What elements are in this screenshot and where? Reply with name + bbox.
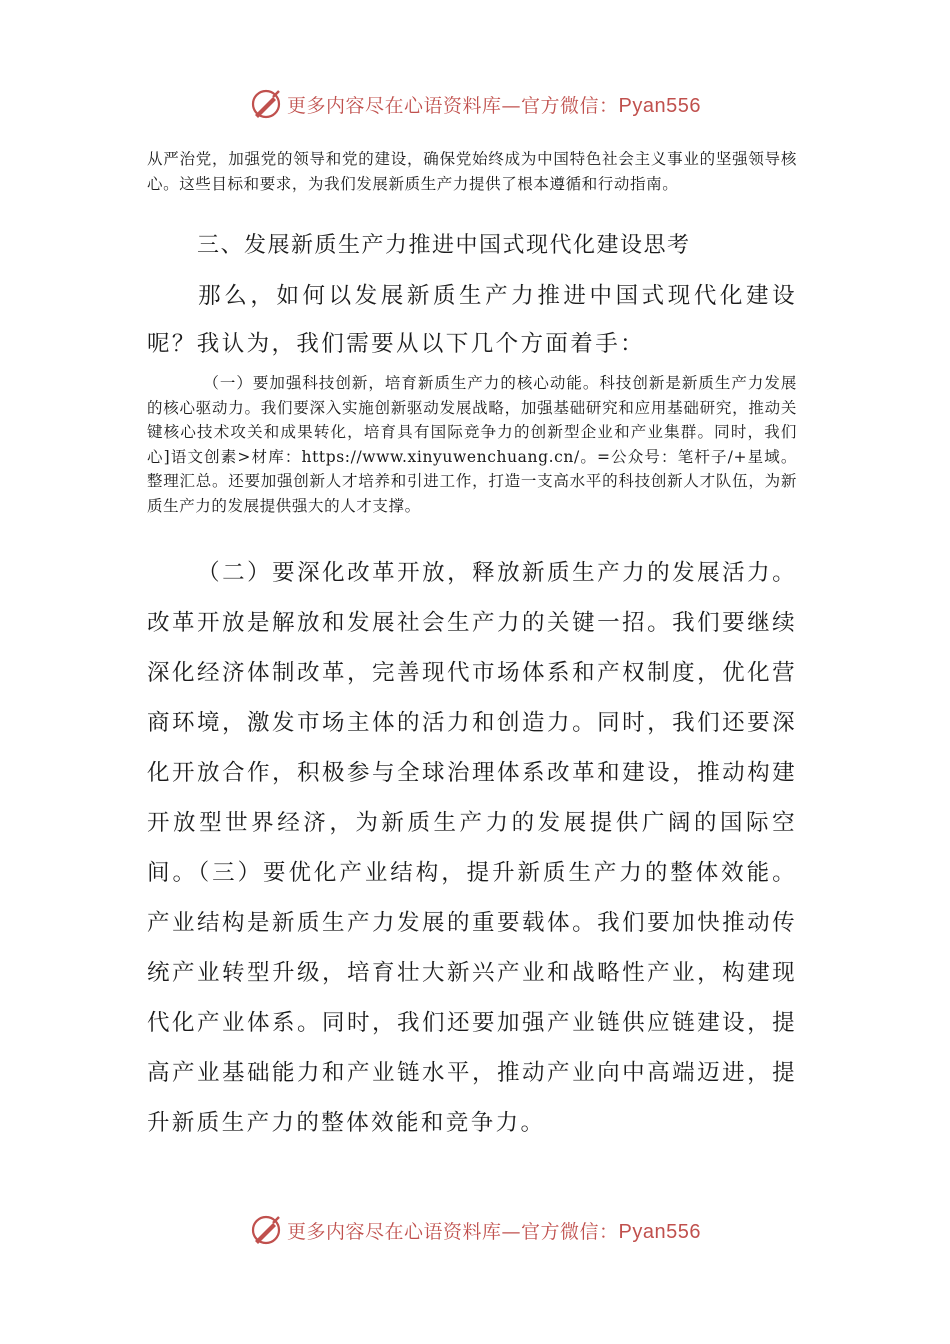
banner-text <box>287 1217 701 1244</box>
paragraph-tech-innovation <box>147 371 797 518</box>
section-heading: 三、发展新质生产力推进中国式现代化建设思考 <box>197 233 691 258</box>
paragraph-reform-industry <box>147 548 797 1148</box>
paragraph-intro <box>147 272 797 368</box>
banner-slogan: 更多内容尽在心语资料库—官方微信： <box>287 1220 619 1243</box>
wechat-id: Pyan556 <box>618 94 701 117</box>
paragraph-continuation: 从严治党，加强党的领导和党的建设，确保党始终成为中国特色社会主义事业的坚强领导核心。这些目标和要求，为我们发展新质生产力提供了根本遵循和行动指南。 <box>147 150 797 193</box>
pen-logo-icon <box>249 87 283 121</box>
banner-slogan: 更多内容尽在心语资料库—官方微信： <box>287 94 619 117</box>
header-banner <box>0 84 950 124</box>
wechat-id: Pyan556 <box>618 1220 701 1243</box>
pen-logo-icon <box>249 1213 283 1247</box>
paragraph-reform-industry-text: （二）要深化改革开放，释放新质生产力的发展活力。改革开放是解放和发展社会生产力的关键一招。我们要继续深化经济体制改革，完善现代市场体系和产权制度，优化营商环境，激发市场主体的活力和创造力。同时，我们还要深化开放合作，积极参与全球治理体系改革和建设，推动构建开放型世界经济，为新质生产力的发展提供广阔的国际空间。（三）要优化产业结构，提升新质生产力的整体效能。产业结构是新质生产力发展的重要载体。我们要加快推动传统产业转型升级，培育壮大新兴产业和战略性产业，构建现代化产业体系。同时，我们还要加强产业链供应链建设，提高产业基础能力和产业链水平，推动产业向中高端迈进，提升新质生产力的整体效能和竞争力。 <box>147 560 797 1136</box>
footer-banner <box>0 1210 950 1250</box>
banner-text <box>287 91 701 118</box>
paragraph-intro-text: 那么，如何以发展新质生产力推进中国式现代化建设呢？我认为，我们需要从以下几个方面着手： <box>147 283 797 357</box>
paragraph-tech-innovation-text: （一）要加强科技创新，培育新质生产力的核心动能。科技创新是新质生产力发展的核心驱动力。我们要深入实施创新驱动发展战略，加强基础研究和应用基础研究，推动关键核心技术攻关和成果转化，培育具有国际竞争力的创新型企业和产业集群。同时，我们心]语文创素>材库：https://www.xinyuwenchuang.cn/。=公众号：笔杆子/+星域。整理汇总。还要加强创新人才培养和引进工作，打造一支高水平的科技创新人才队伍，为新质生产力的发展提供强大的人才支撑。 <box>147 374 797 515</box>
